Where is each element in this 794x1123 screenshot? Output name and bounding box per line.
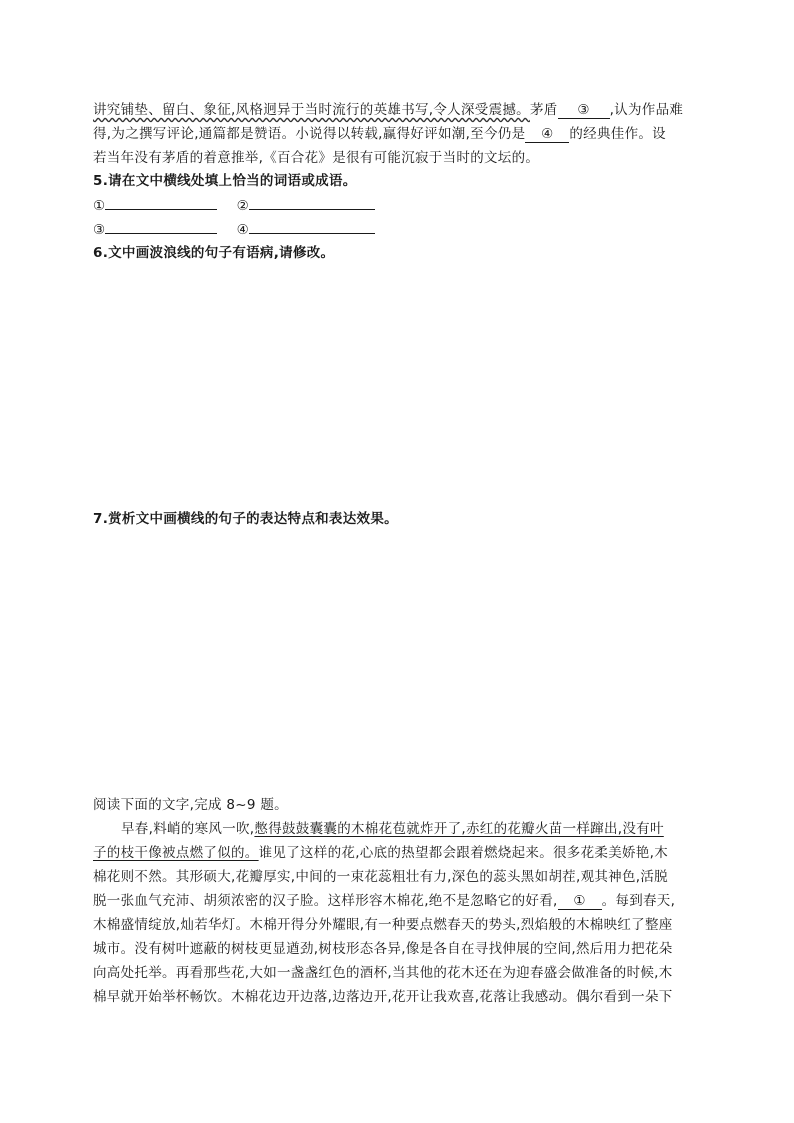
passage-line: 若当年没有茅盾的着意推举,《百合花》是很有可能沉寂于当时的文坛的。 bbox=[93, 150, 540, 166]
answer-row bbox=[93, 219, 375, 240]
blank-1[interactable]: ① bbox=[558, 893, 602, 910]
marker-4: ④ bbox=[236, 222, 249, 238]
passage-line: 早春,料峭的寒风一吹,憋得鼓鼓囊囊的木棉花苞就炸开了,赤红的花瓣火苗一样蹿出,没有叶 bbox=[121, 821, 664, 837]
passage-line: 棉早就开始举杯畅饮。木棉花边开边落,边落边开,花开让我欢喜,花落让我感动。偶尔看到一朵下 bbox=[93, 989, 673, 1005]
question-6: 6.文中画波浪线的句子有语病,请修改。 bbox=[93, 245, 335, 261]
passage-line: 木棉盛情绽放,灿若华灯。木棉开得分外耀眼,有一种要点燃春天的势头,烈焰般的木棉映红了整座 bbox=[93, 917, 673, 933]
reading-intro: 阅读下面的文字,完成 8~9 题。 bbox=[93, 797, 288, 813]
answer-blank-1[interactable] bbox=[105, 195, 217, 210]
marker-3: ③ bbox=[93, 222, 106, 238]
passage-line: 城市。没有树叶遮蔽的树枝更显遒劲,树枝形态各异,像是各自在寻找伸展的空间,然后用力把花朵 bbox=[93, 941, 673, 957]
answer-row bbox=[93, 195, 375, 216]
blank-3[interactable]: ③ bbox=[558, 102, 610, 119]
answer-blank-4[interactable] bbox=[249, 219, 375, 234]
underlined-sentence: 子的枝干像被点燃了似的。 bbox=[93, 845, 259, 861]
passage-line: 向高处托举。再看那些花,大如一盏盏红色的酒杯,当其他的花木还在为迎春盛会做准备的时候,木 bbox=[93, 965, 673, 981]
marker-2: ② bbox=[236, 198, 249, 214]
passage-line: 脱一张血气充沛、胡须浓密的汉子脸。这样形容木棉花,绝不是忽略它的好看, ① 。每到春天, bbox=[93, 893, 676, 909]
question-5: 5.请在文中横线处填上恰当的词语或成语。 bbox=[93, 173, 357, 189]
passage-line: 讲究铺垫、留白、象征,风格迥异于当时流行的英雄书写,令人深受震撼。茅盾 ③ ,认为作品难 bbox=[93, 102, 684, 118]
answer-blank-3[interactable] bbox=[105, 219, 217, 234]
blank-4[interactable]: ④ bbox=[525, 126, 569, 143]
question-7: 7.赏析文中画横线的句子的表达特点和表达效果。 bbox=[93, 511, 398, 527]
underlined-sentence: 憋得鼓鼓囊囊的木棉花苞就炸开了,赤红的花瓣火苗一样蹿出,没有叶 bbox=[254, 821, 664, 837]
passage-line: 棉花则不然。其形硕大,花瓣厚实,中间的一束花蕊粗壮有力,深色的蕊头黑如胡茬,观其神色,活脱 bbox=[93, 869, 668, 885]
passage-line: 子的枝干像被点燃了似的。谁见了这样的花,心底的热望都会跟着燃烧起来。很多花柔美娇艳,木 bbox=[93, 845, 668, 861]
wavy-underlined-sentence: 讲究铺垫、留白、象征,风格迥异于当时流行的英雄书写,令人深受震撼。 bbox=[93, 102, 530, 118]
marker-1: ① bbox=[93, 198, 106, 214]
passage-line: 得,为之撰写评论,通篇都是赞语。小说得以转载,赢得好评如潮,至今仍是 ④ 的经典佳作。设 bbox=[93, 126, 666, 142]
answer-blank-2[interactable] bbox=[249, 195, 375, 210]
